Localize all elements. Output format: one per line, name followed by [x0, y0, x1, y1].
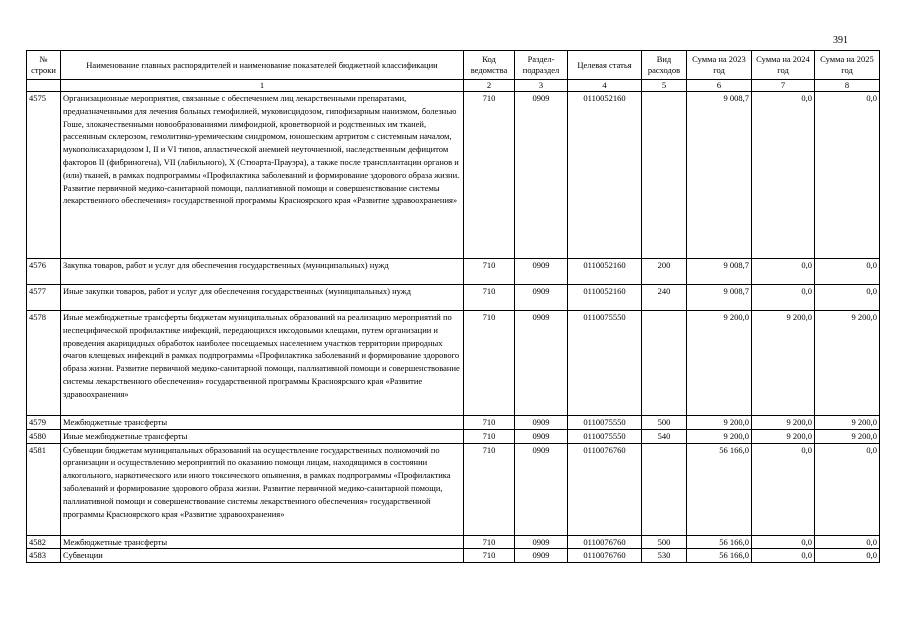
- header-sum-2023: Сумма на 2023 год: [687, 51, 752, 80]
- row-number: 4581: [27, 443, 61, 535]
- table-row: [27, 535, 880, 549]
- row-section: 0909: [515, 549, 568, 563]
- row-expense-type: [642, 92, 687, 259]
- row-target: 0110076760: [568, 549, 642, 563]
- row-sum-2023: 9 200,0: [687, 429, 752, 443]
- header-sum-2025: Сумма на 2025 год: [815, 51, 880, 80]
- row-ministry: 710: [464, 535, 515, 549]
- row-number: 4580: [27, 429, 61, 443]
- table-row: [27, 429, 880, 443]
- row-expense-type: [642, 311, 687, 416]
- row-target: 0110075550: [568, 311, 642, 416]
- column-number: [27, 80, 61, 92]
- row-sum-2023: 56 166,0: [687, 549, 752, 563]
- row-name: Субвенции: [61, 549, 464, 563]
- row-sum-2023: 9 008,7: [687, 285, 752, 311]
- row-sum-2024: 0,0: [752, 549, 815, 563]
- row-ministry: 710: [464, 92, 515, 259]
- header-name: Наименование главных распорядителей и наименование показателей бюджетной классификации: [61, 51, 464, 80]
- row-target: 0110052160: [568, 259, 642, 285]
- column-number-row: [27, 80, 880, 92]
- row-number: 4578: [27, 311, 61, 416]
- table-row: [27, 443, 880, 535]
- column-number: 8: [815, 80, 880, 92]
- header-section: Раздел-подраздел: [515, 51, 568, 80]
- budget-table: [26, 50, 880, 563]
- row-sum-2025: 0,0: [815, 92, 880, 259]
- table-header-row: [27, 51, 880, 80]
- row-name: Организационные мероприятия, связанные с обеспечением лиц лекарственными препаратами, предназначенными для лечения больных гемофилией, муковисцидозом, гипофизарным нанизмом, болезнью Гоше, злокачественными новообразованиями лимфоидной, кроветворной и родственных им тканей, рассеянным склерозом, гемолитико-уремическим синдромом, юношеским артритом с системным началом, мукополисахаридозом I, II и VI типов, апластической анемией неуточненной, наследственным дефицитом факторов II (фибриногена), VII (лабильного), X (Стюарта-Прауэра), а также после трансплантации органов и (или) тканей, в рамках подпрограммы «Профилактика заболеваний и формирование здорового образа жизни. Развитие первичной медико-санитарной помощи, паллиативной помощи и совершенствование системы лекарственного обеспечения» государственной программы Красноярского края «Развитие здравоохранения»: [61, 92, 464, 259]
- row-expense-type: 240: [642, 285, 687, 311]
- row-section: 0909: [515, 416, 568, 430]
- row-section: 0909: [515, 535, 568, 549]
- row-name: Межбюджетные трансферты: [61, 416, 464, 430]
- table-row: [27, 92, 880, 259]
- row-name: Иные межбюджетные трансферты: [61, 429, 464, 443]
- row-section: 0909: [515, 285, 568, 311]
- row-expense-type: 500: [642, 416, 687, 430]
- row-name: Межбюджетные трансферты: [61, 535, 464, 549]
- row-target: 0110075550: [568, 416, 642, 430]
- row-target: 0110076760: [568, 443, 642, 535]
- row-target: 0110052160: [568, 285, 642, 311]
- row-ministry: 710: [464, 259, 515, 285]
- row-sum-2023: 9 008,7: [687, 92, 752, 259]
- row-section: 0909: [515, 429, 568, 443]
- row-sum-2025: 0,0: [815, 549, 880, 563]
- row-sum-2023: 9 200,0: [687, 416, 752, 430]
- row-sum-2024: 0,0: [752, 443, 815, 535]
- row-number: 4582: [27, 535, 61, 549]
- row-sum-2023: 9 200,0: [687, 311, 752, 416]
- row-sum-2025: 0,0: [815, 443, 880, 535]
- row-sum-2023: 56 166,0: [687, 443, 752, 535]
- column-number: 3: [515, 80, 568, 92]
- row-section: 0909: [515, 311, 568, 416]
- row-ministry: 710: [464, 416, 515, 430]
- row-target: 0110052160: [568, 92, 642, 259]
- column-number: 1: [61, 80, 464, 92]
- row-expense-type: [642, 443, 687, 535]
- row-name: Иные межбюджетные трансферты бюджетам муниципальных образований на реализацию мероприятий по неспецифической профилактике инфекций, передающихся иксодовыми клещами, путем организации и проведения акарицидных обработок наиболее посещаемых населением участков территории природных очагов клещевых инфекций в рамках подпрограммы «Профилактика заболеваний и формирование здорового образа жизни. Развитие первичной медико-санитарной помощи, паллиативной помощи и совершенствование системы лекарственного обеспечения» государственной программы Красноярского края «Развитие здравоохранения»: [61, 311, 464, 416]
- row-sum-2025: 0,0: [815, 285, 880, 311]
- row-number: 4576: [27, 259, 61, 285]
- row-ministry: 710: [464, 311, 515, 416]
- table-row: [27, 259, 880, 285]
- table-row: [27, 285, 880, 311]
- header-expense-type: Вид расходов: [642, 51, 687, 80]
- column-number: 4: [568, 80, 642, 92]
- page-number: 391: [833, 35, 848, 46]
- row-name: Субвенции бюджетам муниципальных образований на осуществление государственных полномочий по организации и осуществлению мероприятий по оказанию помощи лицам, находящимся в состоянии алкогольного, наркотического или иного токсического опьянения, в рамках подпрограммы «Профилактика заболеваний и формирование здорового образа жизни. Развитие первичной медико-санитарной помощи, паллиативной помощи и совершенствование системы лекарственного обеспечения» государственной программы Красноярского края «Развитие здравоохранения»: [61, 443, 464, 535]
- table-row: [27, 311, 880, 416]
- row-sum-2025: 0,0: [815, 535, 880, 549]
- row-ministry: 710: [464, 429, 515, 443]
- table-row: [27, 549, 880, 563]
- row-sum-2024: 0,0: [752, 259, 815, 285]
- table-row: [27, 416, 880, 430]
- row-sum-2024: 9 200,0: [752, 429, 815, 443]
- row-section: 0909: [515, 443, 568, 535]
- row-sum-2024: 9 200,0: [752, 416, 815, 430]
- row-target: 0110075550: [568, 429, 642, 443]
- row-ministry: 710: [464, 443, 515, 535]
- row-sum-2025: 9 200,0: [815, 416, 880, 430]
- row-sum-2025: 9 200,0: [815, 429, 880, 443]
- row-number: 4583: [27, 549, 61, 563]
- row-number: 4575: [27, 92, 61, 259]
- row-name: Закупка товаров, работ и услуг для обеспечения государственных (муниципальных) нужд: [61, 259, 464, 285]
- row-section: 0909: [515, 259, 568, 285]
- row-sum-2023: 9 008,7: [687, 259, 752, 285]
- row-expense-type: 500: [642, 535, 687, 549]
- header-target: Целевая статья: [568, 51, 642, 80]
- header-row-no: № строки: [27, 51, 61, 80]
- row-sum-2023: 56 166,0: [687, 535, 752, 549]
- column-number: 6: [687, 80, 752, 92]
- row-sum-2024: 9 200,0: [752, 311, 815, 416]
- row-expense-type: 200: [642, 259, 687, 285]
- row-section: 0909: [515, 92, 568, 259]
- row-ministry: 710: [464, 549, 515, 563]
- row-sum-2024: 0,0: [752, 535, 815, 549]
- header-ministry-code: Код ведомства: [464, 51, 515, 80]
- row-expense-type: 530: [642, 549, 687, 563]
- column-number: 5: [642, 80, 687, 92]
- row-number: 4577: [27, 285, 61, 311]
- row-target: 0110076760: [568, 535, 642, 549]
- column-number: 7: [752, 80, 815, 92]
- row-sum-2024: 0,0: [752, 92, 815, 259]
- row-ministry: 710: [464, 285, 515, 311]
- row-name: Иные закупки товаров, работ и услуг для обеспечения государственных (муниципальных) нужд: [61, 285, 464, 311]
- row-number: 4579: [27, 416, 61, 430]
- row-sum-2025: 0,0: [815, 259, 880, 285]
- row-sum-2025: 9 200,0: [815, 311, 880, 416]
- column-number: 2: [464, 80, 515, 92]
- header-sum-2024: Сумма на 2024 год: [752, 51, 815, 80]
- row-expense-type: 540: [642, 429, 687, 443]
- row-sum-2024: 0,0: [752, 285, 815, 311]
